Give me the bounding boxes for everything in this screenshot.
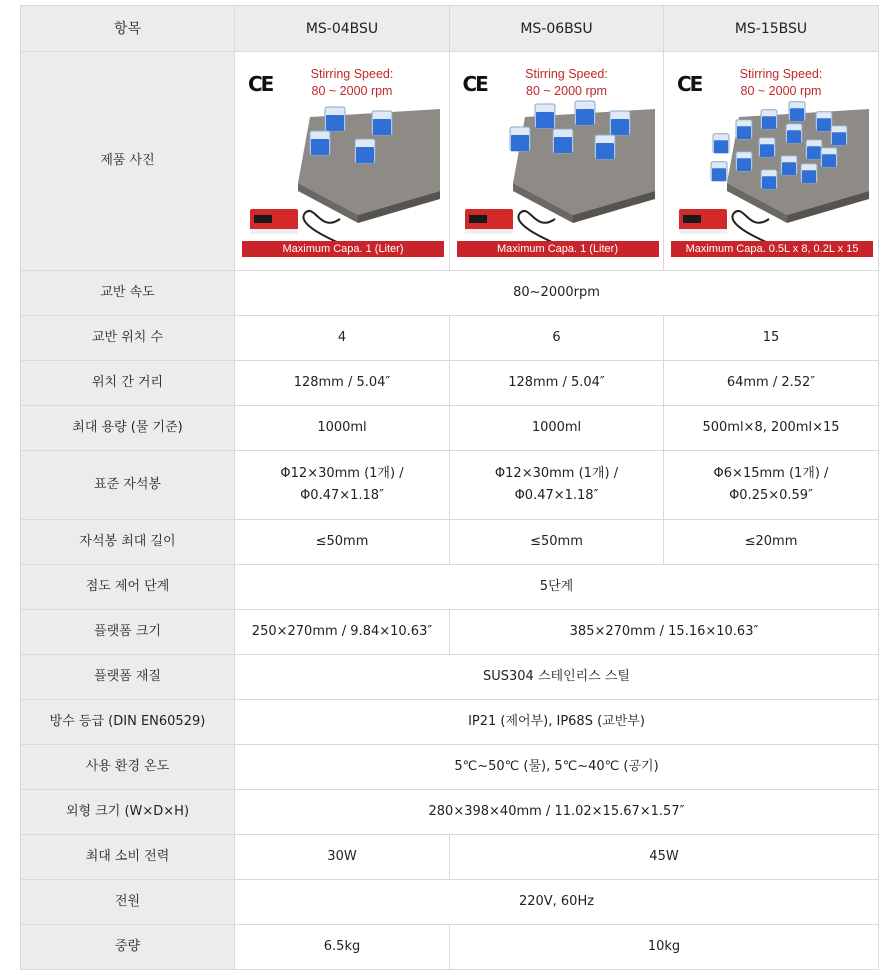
row-value: Φ12×30mm (1개) / Φ0.47×1.18″: [235, 451, 450, 520]
beaker-icon: [759, 138, 775, 157]
row-value: Φ6×15mm (1개) / Φ0.25×0.59″: [664, 451, 879, 520]
control-base: [679, 229, 727, 234]
row-label: 자석봉 최대 길이: [21, 520, 235, 565]
stirring-speed-label: Stirring Speed: 80 ~ 2000 rpm: [739, 67, 823, 98]
row-capacity: [21, 406, 879, 451]
control-display: [469, 215, 487, 223]
row-value: ≤50mm: [450, 520, 664, 565]
header-item: 항목: [21, 6, 235, 52]
row-value: 250×270mm / 9.84×10.63″: [235, 610, 450, 655]
control-base: [465, 229, 513, 234]
product-photo-cell: [664, 52, 879, 271]
row-label: 방수 등급 (DIN EN60529): [21, 700, 235, 745]
row-value: SUS304 스테인리스 스틸: [235, 655, 879, 700]
row-value: 15: [664, 316, 879, 361]
ce-mark-icon: CE: [677, 72, 702, 96]
row-value: 4: [235, 316, 450, 361]
beaker-icon: [610, 111, 630, 135]
row-platform-size: [21, 610, 879, 655]
header-model-2: MS-06BSU: [450, 6, 664, 52]
row-label: 플랫폼 재질: [21, 655, 235, 700]
beaker-icon: [786, 124, 802, 143]
row-power: [21, 835, 879, 880]
row-label: 전원: [21, 880, 235, 925]
beaker-icon: [801, 164, 817, 183]
row-value: 64mm / 2.52″: [664, 361, 879, 406]
row-supply: [21, 880, 879, 925]
row-value: 1000ml: [450, 406, 664, 451]
row-value: 45W: [450, 835, 879, 880]
row-value: IP21 (제어부), IP68S (교반부): [235, 700, 879, 745]
product-photo-cell: [450, 52, 664, 271]
max-capacity-banner: Maximum Capa. 1 (Liter): [242, 241, 444, 257]
header-model-3: MS-15BSU: [664, 6, 879, 52]
beaker-icon: [355, 139, 375, 163]
row-speed: [21, 271, 879, 316]
beaker-icon: [372, 111, 392, 135]
row-value: 220V, 60Hz: [235, 880, 879, 925]
ce-mark-icon: CE: [248, 72, 273, 96]
row-waterproof: [21, 700, 879, 745]
row-label: 사용 환경 온도: [21, 745, 235, 790]
stirring-speed-label: Stirring Speed: 80 ~ 2000 rpm: [525, 67, 608, 98]
row-value: 385×270mm / 15.16×10.63″: [450, 610, 879, 655]
beaker-icon: [806, 140, 822, 159]
row-stirbar: [21, 451, 879, 520]
beaker-icon: [761, 110, 777, 129]
row-label: 플랫폼 크기: [21, 610, 235, 655]
product-photo-1: [240, 63, 444, 259]
beaker-icon: [816, 112, 832, 131]
row-label: 위치 간 거리: [21, 361, 235, 406]
row-value: 5℃~50℃ (물), 5℃~40℃ (공기): [235, 745, 879, 790]
row-value: 6.5kg: [235, 925, 450, 970]
row-dimensions: [21, 790, 879, 835]
row-positions: [21, 316, 879, 361]
beaker-icon: [553, 129, 573, 153]
beaker-icon: [781, 156, 797, 175]
row-label: 외형 크기 (W×D×H): [21, 790, 235, 835]
row-label: 교반 속도: [21, 271, 235, 316]
max-capacity-banner: Maximum Capa. 0.5L x 8, 0.2L x 15: [671, 241, 873, 257]
beaker-icon: [325, 107, 345, 131]
max-capacity-banner: Maximum Capa. 1 (Liter): [457, 241, 659, 257]
row-value: ≤50mm: [235, 520, 450, 565]
row-distance: [21, 361, 879, 406]
row-viscosity: [21, 565, 879, 610]
product-photo-2: [455, 63, 659, 259]
row-value: Φ12×30mm (1개) / Φ0.47×1.18″: [450, 451, 664, 520]
row-value: 500ml×8, 200ml×15: [664, 406, 879, 451]
spec-table: [20, 5, 879, 970]
beaker-icon: [711, 162, 727, 181]
row-value: 128mm / 5.04″: [450, 361, 664, 406]
beaker-icon: [535, 104, 555, 128]
ce-mark-icon: CE: [462, 72, 487, 96]
row-label: 제품 사진: [21, 52, 235, 271]
beaker-icon: [595, 135, 615, 159]
row-value: 280×398×40mm / 11.02×15.67×1.57″: [235, 790, 879, 835]
beaker-icon: [761, 170, 777, 189]
row-label: 최대 용량 (물 기준): [21, 406, 235, 451]
beaker-icon: [789, 102, 805, 121]
stirring-speed-label: Stirring Speed: 80 ~ 2000 rpm: [310, 67, 394, 98]
control-display: [683, 215, 701, 223]
row-platform-material: [21, 655, 879, 700]
beaker-icon: [831, 126, 847, 145]
row-label: 교반 위치 수: [21, 316, 235, 361]
beaker-icon: [310, 131, 330, 155]
row-value: 30W: [235, 835, 450, 880]
beaker-icon: [713, 134, 729, 153]
beaker-icon: [821, 148, 837, 167]
row-label: 최대 소비 전력: [21, 835, 235, 880]
beaker-icon: [510, 127, 530, 151]
photo-row: [21, 52, 879, 271]
beaker-icon: [736, 120, 752, 139]
row-weight: [21, 925, 879, 970]
row-label: 표준 자석봉: [21, 451, 235, 520]
product-photo-cell: [235, 52, 450, 271]
row-value: 6: [450, 316, 664, 361]
row-value: 10kg: [450, 925, 879, 970]
row-value: 80~2000rpm: [235, 271, 879, 316]
row-stirbar-max: [21, 520, 879, 565]
beaker-icon: [736, 152, 752, 171]
row-label: 중량: [21, 925, 235, 970]
beaker-icon: [575, 101, 595, 125]
control-base: [250, 229, 298, 234]
product-photo-3: [669, 63, 873, 259]
header-row: [21, 6, 879, 52]
row-value: ≤20mm: [664, 520, 879, 565]
control-display: [254, 215, 272, 223]
header-model-1: MS-04BSU: [235, 6, 450, 52]
row-value: 1000ml: [235, 406, 450, 451]
spec-table-wrapper: [20, 5, 879, 970]
row-value: 128mm / 5.04″: [235, 361, 450, 406]
row-label: 점도 제어 단계: [21, 565, 235, 610]
row-value: 5단계: [235, 565, 879, 610]
row-temperature: [21, 745, 879, 790]
